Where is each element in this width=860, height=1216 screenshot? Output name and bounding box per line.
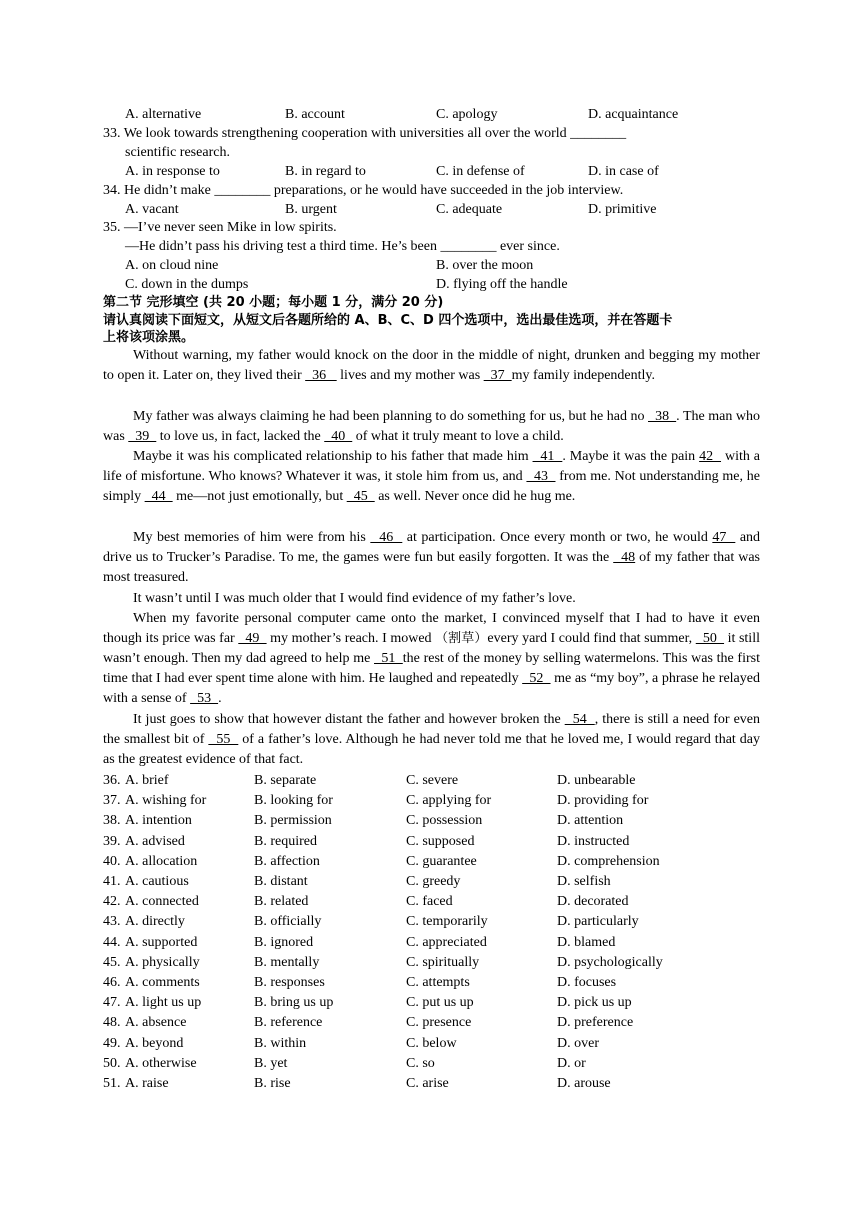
option-b: B. officially: [254, 914, 322, 929]
blank-45: 45: [346, 489, 375, 504]
option-d: D. blamed: [557, 935, 616, 950]
option-d: D. decorated: [557, 894, 629, 909]
option-a: A. intention: [125, 813, 192, 828]
question-number: 36.: [103, 773, 121, 788]
blank-49: 49: [238, 631, 267, 646]
option-c: C. temporarily: [406, 914, 488, 929]
option-a: A. light us up: [125, 995, 202, 1010]
option-d: D. preference: [557, 1015, 634, 1030]
option-b: B. mentally: [254, 955, 320, 970]
blank-51: 51: [374, 651, 403, 666]
option-b: B. looking for: [254, 793, 333, 808]
q34-option-c: C. adequate: [436, 202, 503, 217]
question-number: 39.: [103, 834, 121, 849]
option-a: A. physically: [125, 955, 200, 970]
blank-53: 53: [190, 691, 219, 706]
option-a: A. absence: [125, 1015, 187, 1030]
option-d: D. pick us up: [557, 995, 632, 1010]
blank-41: 41: [532, 449, 563, 464]
question-number: 49.: [103, 1036, 121, 1051]
blank-42: 42: [699, 449, 722, 464]
passage-paragraph-2: My father was always claiming he had been planning to do something for us, but he had no 38 . The man who was 39 to love us, in fact, lacked the 40 of what it truly meant to love a child.: [103, 409, 760, 444]
option-a: A. supported: [125, 935, 198, 950]
option-d: D. providing for: [557, 793, 649, 808]
question-number: 45.: [103, 955, 121, 970]
option-c: C. possession: [406, 813, 483, 828]
option-d: D. arouse: [557, 1076, 611, 1091]
question-number: 37.: [103, 793, 121, 808]
option-c: C. severe: [406, 773, 459, 788]
option-a: A. wishing for: [125, 793, 207, 808]
passage-paragraph-6: When my favorite personal computer came onto the market, I convinced myself that I had to have it even though its price was far 49 my mother’s reach. I mowed （割草）every yard I could find that summer, 50 it still wasn’t enough. Then my dad agreed to help me 51 the rest of the money by selling watermelons. This was the first time that I had ever spent time alone with him. He laughed and repeatedly 52 me as “my boy”, a phrase he relayed with a sense of 53 .: [103, 611, 760, 706]
option-b: B. affection: [254, 854, 320, 869]
section-instruction-line1: 请认真阅读下面短文，从短文后各题所给的 A、B、C、D 四个选项中，选出最佳选项，并在答题卡: [103, 313, 673, 328]
q35-option-c: C. down in the dumps: [125, 277, 249, 292]
q35-stem: 35. —I’ve never seen Mike in low spirits.: [103, 220, 337, 235]
option-a: A. cautious: [125, 874, 189, 889]
blank-52: 52: [522, 671, 551, 686]
option-a: A. beyond: [125, 1036, 184, 1051]
blank-37: 37: [483, 368, 512, 383]
option-a: A. allocation: [125, 854, 198, 869]
question-number: 41.: [103, 874, 121, 889]
option-c: C. guarantee: [406, 854, 477, 869]
option-c: C. applying for: [406, 793, 492, 808]
passage-paragraph-1: Without warning, my father would knock on the door in the middle of night, drunken and begging my mother to open it. Later on, they lived their 36 lives and my mother was 37 my family independently.: [103, 348, 760, 383]
q34-option-b: B. urgent: [285, 202, 337, 217]
passage-paragraph-5: It wasn’t until I was much older that I would find evidence of my father’s love.: [133, 591, 576, 606]
blank-36: 36: [305, 368, 337, 383]
option-c: C. appreciated: [406, 935, 487, 950]
q33-stem-cont: scientific research.: [125, 145, 230, 160]
question-number: 48.: [103, 1015, 121, 1030]
question-number: 46.: [103, 975, 121, 990]
blank-47: 47: [712, 530, 736, 545]
option-b: B. rise: [254, 1076, 291, 1091]
q34-option-a: A. vacant: [125, 202, 179, 217]
question-number: 47.: [103, 995, 121, 1010]
question-number: 43.: [103, 914, 121, 929]
option-b: B. bring us up: [254, 995, 334, 1010]
option-d: D. particularly: [557, 914, 639, 929]
option-a: A. otherwise: [125, 1056, 197, 1071]
blank-40: 40: [324, 429, 353, 444]
blank-54: 54: [564, 712, 595, 727]
option-c: C. supposed: [406, 834, 475, 849]
q34-stem: 34. He didn’t make ________ preparations, or he would have succeeded in the job interview.: [103, 183, 624, 198]
q35-stem-cont: —He didn’t pass his driving test a third time. He’s been ________ ever since.: [125, 239, 560, 254]
question-number: 42.: [103, 894, 121, 909]
option-d: D. instructed: [557, 834, 630, 849]
option-b: B. reference: [254, 1015, 323, 1030]
q35-option-b: B. over the moon: [436, 258, 534, 273]
blank-48: 48: [613, 550, 636, 565]
option-d: D. over: [557, 1036, 599, 1051]
option-b: B. within: [254, 1036, 307, 1051]
option-c: C. spiritually: [406, 955, 480, 970]
q33-option-d: D. in case of: [588, 164, 659, 179]
option-b: B. yet: [254, 1056, 288, 1071]
passage-paragraph-3: Maybe it was his complicated relationship to his father that made him 41 . Maybe it was the pain 42 with a life of misfortune. Who knows? Whatever it was, it stole him from us, and 43 from me. Not understanding me, he simply 44 me—not just emotionally, but 45 as well. Never once did he hug me.: [103, 449, 761, 504]
option-d: D. selfish: [557, 874, 611, 889]
blank-39: 39: [128, 429, 157, 444]
section-instruction-line2: 上将该项涂黑。: [103, 330, 195, 345]
q33-stem: 33. We look towards strengthening cooperation with universities all over the world ________: [103, 126, 627, 141]
question-number: 44.: [103, 935, 121, 950]
option-a: A. comments: [125, 975, 200, 990]
q32-option-d: D. acquaintance: [588, 107, 679, 122]
option-d: D. or: [557, 1056, 586, 1071]
blank-50: 50: [695, 631, 725, 646]
section-title: 第二节 完形填空 (共 20 小题；每小题 1 分，满分 20 分): [103, 295, 444, 310]
option-b: B. permission: [254, 813, 332, 828]
question-number: 38.: [103, 813, 121, 828]
option-d: D. psychologically: [557, 955, 663, 970]
q35-option-a: A. on cloud nine: [125, 258, 219, 273]
option-a: A. advised: [125, 834, 185, 849]
option-a: A. brief: [125, 773, 169, 788]
q33-option-a: A. in response to: [125, 164, 220, 179]
blank-46: 46: [370, 530, 403, 545]
question-number: 40.: [103, 854, 121, 869]
q33-option-c: C. in defense of: [436, 164, 525, 179]
q32-option-a: A. alternative: [125, 107, 202, 122]
q34-option-d: D. primitive: [588, 202, 657, 217]
blank-44: 44: [144, 489, 173, 504]
option-b: B. distant: [254, 874, 308, 889]
option-d: D. comprehension: [557, 854, 660, 869]
blank-38: 38: [648, 409, 677, 424]
option-b: B. responses: [254, 975, 325, 990]
option-b: B. required: [254, 834, 317, 849]
option-a: A. directly: [125, 914, 185, 929]
option-a: A. raise: [125, 1076, 169, 1091]
option-d: D. focuses: [557, 975, 617, 990]
q32-option-c: C. apology: [436, 107, 498, 122]
option-c: C. arise: [406, 1076, 449, 1091]
chinese-gloss: （割草）: [435, 631, 488, 646]
q32-option-b: B. account: [285, 107, 345, 122]
question-number: 51.: [103, 1076, 121, 1091]
option-c: C. put us up: [406, 995, 474, 1010]
option-b: B. ignored: [254, 935, 314, 950]
question-number: 50.: [103, 1056, 121, 1071]
blank-43: 43: [526, 469, 556, 484]
option-c: C. below: [406, 1036, 457, 1051]
option-d: D. unbearable: [557, 773, 636, 788]
option-c: C. greedy: [406, 874, 461, 889]
option-b: B. related: [254, 894, 309, 909]
option-d: D. attention: [557, 813, 624, 828]
q35-option-d: D. flying off the handle: [436, 277, 568, 292]
option-c: C. attempts: [406, 975, 470, 990]
option-c: C. so: [406, 1056, 435, 1071]
option-b: B. separate: [254, 773, 317, 788]
passage-paragraph-4: My best memories of him were from his 46 at participation. Once every month or two, he would 47 and drive us to Trucker’s Paradise. To me, the games were fun but easily forgotten. It was the 48 of my father that was most treasured.: [103, 530, 761, 585]
passage-paragraph-7: It just goes to show that however distant the father and however broken the 54 , there is still a need for even the smallest bit of 55 of a father’s love. Although he had never told me that he loved me, I would regard that day as the greatest evidence of that fact.: [103, 712, 761, 767]
option-c: C. faced: [406, 894, 453, 909]
option-a: A. connected: [125, 894, 199, 909]
blank-55: 55: [208, 732, 239, 747]
q33-option-b: B. in regard to: [285, 164, 366, 179]
option-c: C. presence: [406, 1015, 472, 1030]
